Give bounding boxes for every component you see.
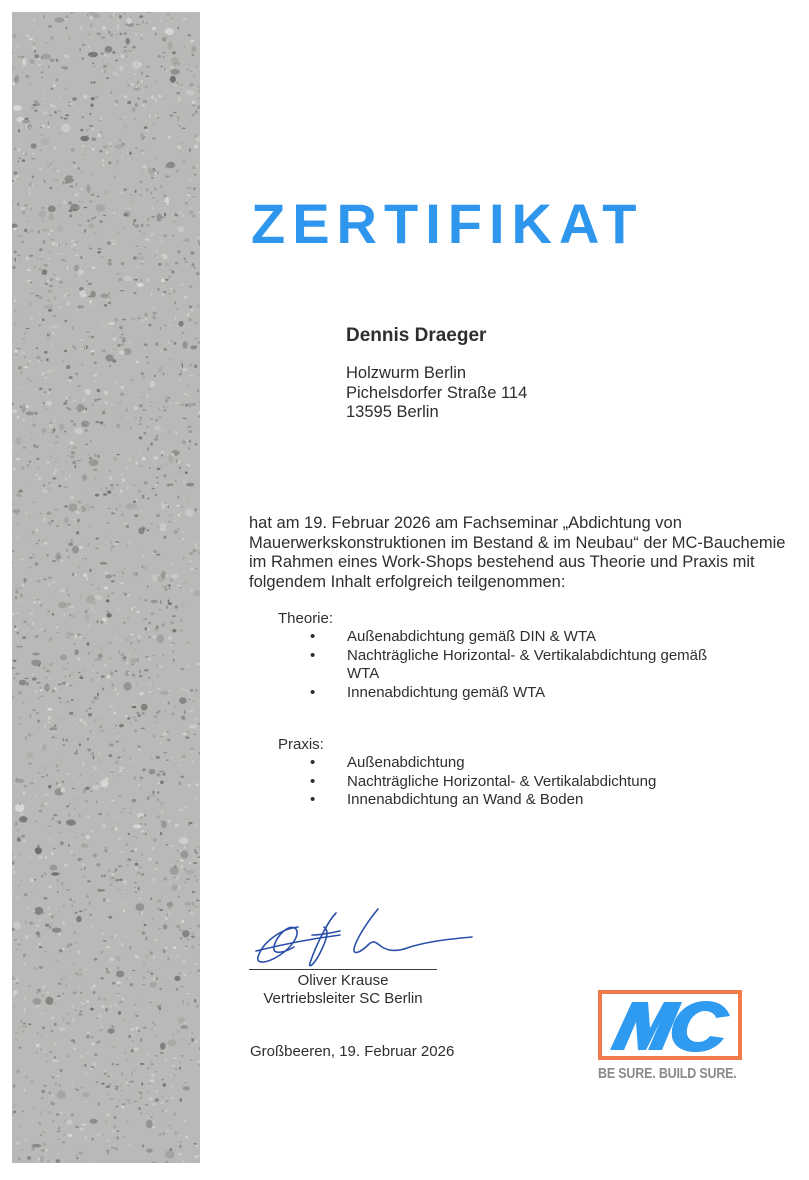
logo-tagline: BE SURE. BUILD SURE. <box>598 1066 737 1082</box>
certificate-title: ZERTIFIKAT <box>251 192 644 255</box>
section-theorie <box>278 610 727 702</box>
recipient-address <box>346 364 527 423</box>
list-item-text: Nachträgliche Horizontal- & Vertikalabdichtung gemäß WTA <box>347 646 708 682</box>
bullet-icon: • <box>310 791 316 808</box>
signatory-block <box>249 972 437 1008</box>
bullet-icon: • <box>310 754 316 771</box>
stone-texture <box>12 12 200 1163</box>
list-item <box>278 754 727 773</box>
mc-logo <box>598 990 742 1060</box>
topic-list <box>278 754 727 810</box>
list-item <box>278 773 727 792</box>
certificate-body-text: hat am 19. Februar 2026 am Fachseminar „Abdichtung von Mauerwerkskonstruktionen im Bestand & im Neubau“ der MC-Bauchemie im Rahmen eines Work-Shops bestehend aus Theorie und Praxis mit folgendem Inhalt erfolgreich teilgenommen: <box>249 514 786 591</box>
stone-texture-strip <box>12 12 200 1163</box>
list-item-text: Außenabdichtung <box>347 754 465 771</box>
section-praxis <box>278 736 727 810</box>
place-and-date: Großbeeren, 19. Februar 2026 <box>250 1043 455 1060</box>
address-line: Pichelsdorfer Straße 114 <box>346 383 528 402</box>
topic-list <box>278 628 727 702</box>
list-item <box>278 628 727 647</box>
bullet-icon: • <box>310 628 316 645</box>
list-item <box>278 791 727 810</box>
mc-logo-mark-icon <box>602 994 738 1056</box>
list-item <box>278 647 727 684</box>
section-heading: Praxis: <box>278 736 324 753</box>
bullet-icon: • <box>310 646 316 664</box>
handwritten-signature <box>250 905 475 975</box>
signatory-role: Vertriebsleiter SC Berlin <box>263 990 423 1007</box>
recipient-name: Dennis Draeger <box>346 325 487 346</box>
address-line: 13595 Berlin <box>346 403 439 421</box>
list-item-text: Innenabdichtung an Wand & Boden <box>347 791 584 808</box>
signatory-name: Oliver Krause <box>297 972 389 989</box>
section-heading: Theorie: <box>278 610 334 627</box>
address-line: Holzwurm Berlin <box>346 364 467 382</box>
signature-line <box>249 969 437 970</box>
bullet-icon: • <box>310 683 316 701</box>
list-item-text: Außenabdichtung gemäß DIN & WTA <box>347 628 596 645</box>
list-item-text: Nachträgliche Horizontal- & Vertikalabdichtung <box>347 772 657 790</box>
list-item <box>278 684 727 703</box>
bullet-icon: • <box>310 772 316 790</box>
list-item-text: Innenabdichtung gemäß WTA <box>347 683 546 701</box>
